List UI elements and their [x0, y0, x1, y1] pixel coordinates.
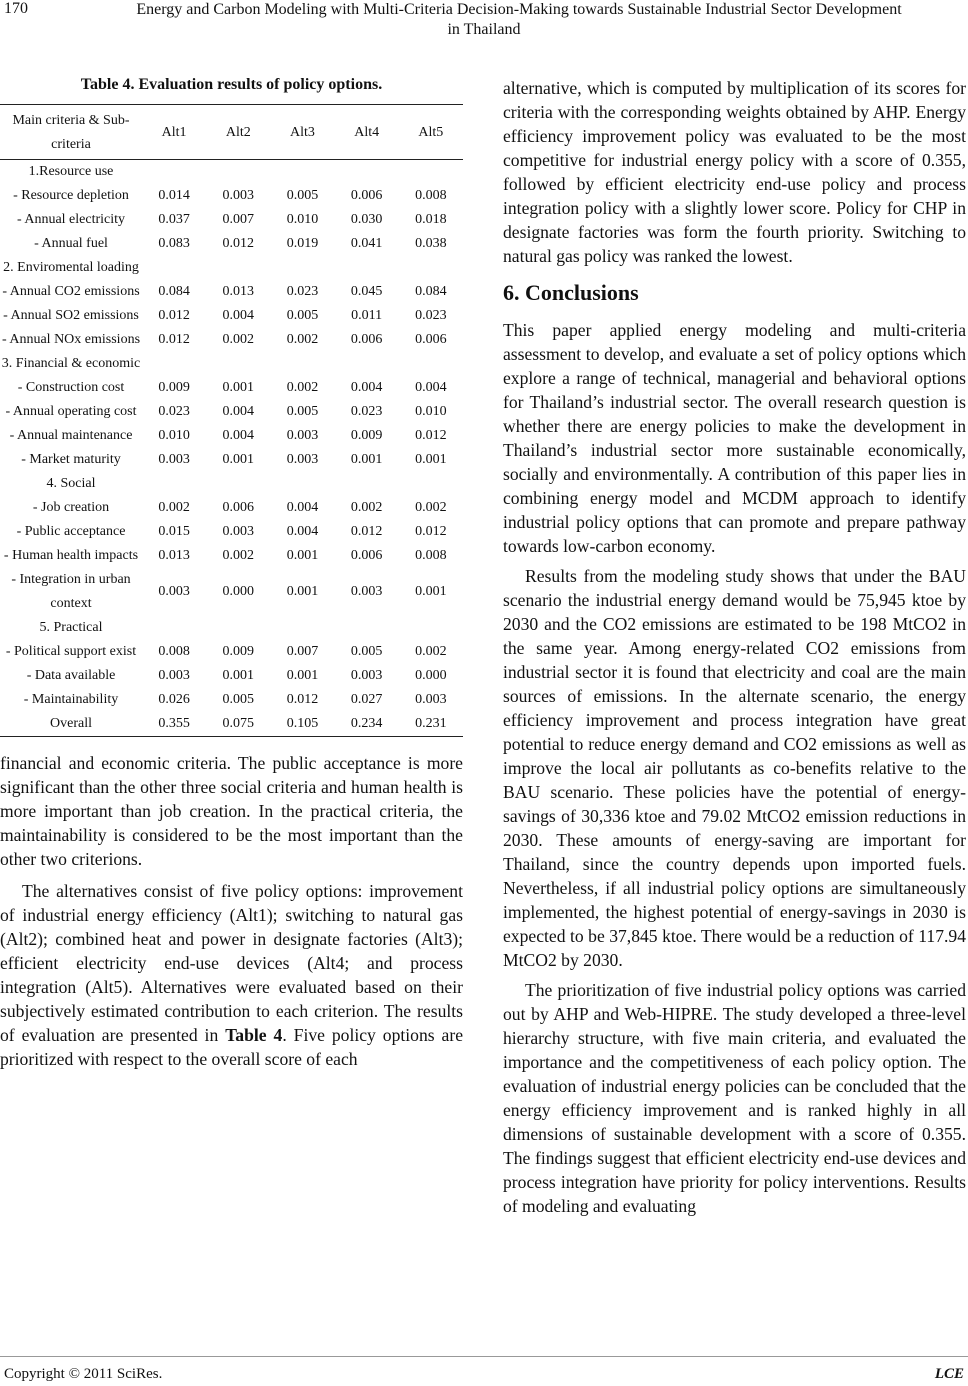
cell-alt4: [335, 616, 399, 640]
row-label: - Annual CO2 emissions: [2, 284, 140, 299]
cell-alt3: 0.105: [270, 712, 334, 737]
cell-alt3: [270, 472, 334, 496]
page-number: 170: [4, 0, 28, 17]
row-label: - Annual maintenance: [9, 428, 133, 443]
cell-alt4: 0.004: [350, 380, 383, 395]
cell-alt3: 0.003: [286, 428, 319, 443]
table-header-row: [0, 105, 463, 160]
cell-alt4: 0.006: [350, 188, 383, 203]
table-row: [0, 376, 463, 400]
cell-alt4: 0.002: [350, 500, 383, 515]
cell-alt1: [142, 472, 206, 496]
cell-alt5: 0.010: [415, 404, 447, 419]
cell-alt5: 0.003: [415, 692, 447, 707]
cell-alt3: [270, 160, 334, 185]
cell-alt2: [206, 256, 270, 280]
cell-alt5: 0.018: [415, 212, 447, 227]
row-label: - Political support exist: [5, 644, 137, 659]
cell-alt1: 0.037: [158, 212, 190, 227]
table-row: [0, 184, 463, 208]
cell-alt4: 0.011: [351, 308, 383, 323]
row-label: 4. Social: [46, 476, 96, 491]
cell-alt2: 0.013: [222, 284, 255, 299]
row-label: - Annual SO2 emissions: [3, 308, 139, 323]
table-row: [0, 352, 463, 376]
right-column: [503, 76, 966, 1218]
cell-alt1: 0.083: [158, 236, 190, 251]
cell-alt4: 0.030: [350, 212, 383, 227]
left-paragraph-2-a: The alternatives consist of five policy options: improvement of industrial energy efficiency (Alt1); switching to natural gas (Alt2); combined heat and power in designate factories (Alt3); efficient electricity end-use devices (Alt4; and process integration (Alt5). Alternatives were evaluated based on their subjectively estimated contribution to each criterion. The results of evaluation are presented in: [0, 881, 463, 1045]
cell-alt2: 0.004: [222, 428, 255, 443]
cell-alt1: 0.026: [158, 692, 190, 707]
cell-alt3: 0.005: [286, 188, 319, 203]
table-row: [0, 496, 463, 520]
table-row: [0, 712, 463, 737]
cell-alt1: 0.008: [158, 644, 190, 659]
cell-alt2: 0.004: [222, 308, 255, 323]
row-label: - Annual NOx emissions: [1, 332, 141, 347]
cell-alt5: 0.002: [415, 500, 447, 515]
cell-alt4: 0.009: [350, 428, 383, 443]
cell-alt1: 0.084: [158, 284, 190, 299]
right-paragraph-1: alternative, which is computed by multiplication of its scores for criteria with the corresponding weights obtained by AHP. Energy efficiency improvement policy was evaluated to be the most competitive for industrial energy policy with a score of 0.355, followed by efficient electricity end-use policy and process integration policy with a slightly lower score. Policy for CHP in designate factories was form the fourth priority. Switching to natural gas policy was ranked the lowest.: [503, 78, 966, 266]
cell-alt1: 0.015: [158, 524, 190, 539]
cell-alt5: 0.008: [415, 548, 447, 563]
cell-alt5: 0.038: [415, 236, 447, 251]
cell-alt2: 0.001: [222, 452, 255, 467]
cell-alt4: [335, 472, 399, 496]
cell-alt3: [270, 352, 334, 376]
row-label: - Job creation: [32, 500, 110, 515]
left-paragraph-2: [0, 879, 463, 1071]
table-caption: Table 4. Evaluation results of policy options.: [80, 76, 383, 93]
cell-alt1: 0.003: [158, 452, 190, 467]
cell-alt3: 0.001: [286, 548, 319, 563]
cell-alt1: 0.013: [158, 548, 190, 563]
row-label: Overall: [0, 712, 142, 737]
cell-alt4: [335, 256, 399, 280]
table-row: [0, 472, 463, 496]
cell-alt1: 0.012: [158, 332, 190, 347]
cell-alt5: 0.004: [415, 380, 447, 395]
cell-alt5: 0.084: [415, 284, 447, 299]
table-row: [0, 256, 463, 280]
cell-alt3: [270, 256, 334, 280]
cell-alt3: 0.002: [286, 332, 319, 347]
cell-alt1: [142, 256, 206, 280]
header-alt3: Alt3: [270, 105, 334, 160]
section-title: 6. Conclusions: [503, 280, 639, 305]
table-row: [0, 688, 463, 712]
table-row: [0, 328, 463, 352]
table-row: [0, 448, 463, 472]
header-criteria: Main criteria & Sub-criteria: [0, 105, 142, 160]
evaluation-table: [0, 104, 463, 737]
cell-alt2: [206, 160, 270, 185]
header-alt1: Alt1: [142, 105, 206, 160]
row-label: - Human health impacts: [3, 548, 139, 563]
cell-alt2: [206, 352, 270, 376]
cell-alt1: 0.002: [158, 500, 190, 515]
row-label: - Data available: [26, 668, 116, 683]
cell-alt2: 0.003: [222, 188, 255, 203]
table-row: [0, 520, 463, 544]
table-row: [0, 616, 463, 640]
right-paragraph-2: This paper applied energy modeling and multi-criteria assessment to develop, and evaluate a set of policy options which explore a range of technical, managerial and behavioral options for Thailand’s industrial sector. The overall research question is whether there are energy policies to make the development in Thailand’s industrial sector more sustainable economically, socially and environmentally. A contribution of this paper lies in combining energy model and MCDM approach to identify industrial policy options that can promote and prepare pathway towards low-carbon economy.: [503, 320, 966, 556]
cell-alt3: 0.004: [286, 500, 319, 515]
cell-alt5: 0.231: [399, 712, 463, 737]
table-row: [0, 208, 463, 232]
cell-alt1: 0.012: [158, 308, 190, 323]
cell-alt3: 0.001: [286, 584, 319, 599]
cell-alt4: [335, 352, 399, 376]
cell-alt5: 0.001: [415, 584, 447, 599]
header-alt2: Alt2: [206, 105, 270, 160]
row-label: 5. Practical: [39, 620, 103, 635]
running-title-line2: in Thailand: [447, 21, 521, 38]
cell-alt4: [335, 160, 399, 185]
cell-alt1: 0.003: [158, 668, 190, 683]
cell-alt2: 0.075: [206, 712, 270, 737]
running-title-line1: Energy and Carbon Modeling with Multi-Criteria Decision-Making towards Sustainable Industrial Sector Development: [136, 1, 902, 18]
cell-alt4: 0.023: [350, 404, 383, 419]
header-alt4: Alt4: [335, 105, 399, 160]
cell-alt2: [206, 472, 270, 496]
cell-alt4: 0.006: [350, 332, 383, 347]
cell-alt3: 0.001: [286, 668, 319, 683]
cell-alt2: 0.012: [222, 236, 255, 251]
left-paragraph-2-b: . Five policy options are prioritized with respect to the overall score of each: [0, 1025, 464, 1069]
cell-alt2: 0.001: [222, 380, 255, 395]
table-row: [0, 544, 463, 568]
cell-alt4: 0.234: [335, 712, 399, 737]
row-label: - Market maturity: [21, 452, 121, 467]
cell-alt1: 0.014: [158, 188, 190, 203]
cell-alt4: 0.041: [350, 236, 383, 251]
cell-alt4: 0.001: [350, 452, 383, 467]
cell-alt2: 0.009: [222, 644, 255, 659]
row-label: - Resource depletion: [13, 188, 129, 203]
header-alt5: Alt5: [399, 105, 463, 160]
footer-rule: [0, 1356, 968, 1357]
cell-alt5: 0.002: [415, 644, 447, 659]
cell-alt5: [399, 160, 463, 185]
table-row: [0, 304, 463, 328]
cell-alt5: [399, 256, 463, 280]
cell-alt4: 0.003: [350, 584, 383, 599]
cell-alt1: 0.010: [158, 428, 190, 443]
right-paragraph-4: The prioritization of five industrial policy options was carried out by AHP and Web-HIPRE. The study developed a three-level hierarchy structure, with five main criteria, and evaluated the importance and the competitiveness of each policy option. The evaluation of industrial energy policies can be concluded that the energy efficiency improvement and is ranked highly in all dimensions of sustainable development with a score of 0.355. The findings suggest that efficient electricity end-use devices and process integration have priority for policy interventions. Results of modeling and evaluating: [503, 980, 966, 1216]
cell-alt2: 0.003: [222, 524, 255, 539]
running-title: [0, 0, 968, 40]
row-label: - Integration in urban context: [11, 572, 131, 611]
table-row: [0, 664, 463, 688]
cell-alt5: 0.000: [415, 668, 447, 683]
cell-alt5: 0.006: [415, 332, 447, 347]
cell-alt3: 0.005: [286, 404, 319, 419]
cell-alt3: 0.010: [286, 212, 319, 227]
row-label: - Annual fuel: [34, 236, 108, 251]
cell-alt5: 0.001: [415, 452, 447, 467]
table-row: [0, 640, 463, 664]
cell-alt2: 0.007: [222, 212, 255, 227]
cell-alt2: 0.004: [222, 404, 255, 419]
cell-alt3: 0.003: [286, 452, 319, 467]
table-row: [0, 424, 463, 448]
cell-alt1: 0.003: [158, 584, 190, 599]
cell-alt4: 0.003: [350, 668, 383, 683]
cell-alt3: 0.005: [286, 308, 319, 323]
left-paragraph-1: financial and economic criteria. The public acceptance is more significant than the other three social criteria and human health is more important than job creation. In the practical criteria, the maintainability is considered to be the most important than the other two criterions.: [0, 753, 463, 869]
table-row: [0, 232, 463, 256]
row-label: - Annual electricity: [16, 212, 126, 227]
cell-alt5: 0.012: [415, 524, 447, 539]
cell-alt1: 0.009: [158, 380, 190, 395]
cell-alt2: 0.005: [222, 692, 255, 707]
row-label: 2. Enviromental loading: [3, 260, 139, 275]
journal-abbrev: LCE: [934, 1366, 964, 1382]
cell-alt2: 0.002: [222, 332, 255, 347]
cell-alt5: [399, 616, 463, 640]
cell-alt2: [206, 616, 270, 640]
cell-alt3: 0.004: [286, 524, 319, 539]
cell-alt4: 0.027: [350, 692, 383, 707]
row-label: - Maintainability: [23, 692, 119, 707]
cell-alt4: 0.006: [350, 548, 383, 563]
cell-alt2: 0.001: [222, 668, 255, 683]
table-row: [0, 568, 463, 616]
row-label: - Construction cost: [17, 380, 125, 395]
cell-alt5: 0.023: [415, 308, 447, 323]
cell-alt4: 0.045: [350, 284, 383, 299]
cell-alt3: [270, 616, 334, 640]
cell-alt5: 0.012: [415, 428, 447, 443]
cell-alt2: 0.006: [222, 500, 255, 515]
cell-alt5: [399, 472, 463, 496]
row-label: - Annual operating cost: [5, 404, 137, 419]
cell-alt5: 0.008: [415, 188, 447, 203]
cell-alt2: 0.002: [222, 548, 255, 563]
cell-alt3: 0.012: [286, 692, 319, 707]
table-row: [0, 280, 463, 304]
row-label: - Public acceptance: [16, 524, 126, 539]
cell-alt1: [142, 352, 206, 376]
left-column: [0, 76, 463, 1071]
cell-alt4: 0.012: [350, 524, 383, 539]
cell-alt3: 0.002: [286, 380, 319, 395]
table-row: [0, 400, 463, 424]
cell-alt1: [142, 616, 206, 640]
table-row: [0, 160, 463, 185]
row-label: 1.Resource use: [28, 164, 114, 179]
cell-alt1: 0.355: [142, 712, 206, 737]
cell-alt4: 0.005: [350, 644, 383, 659]
table-body: [0, 160, 463, 737]
cell-alt1: [142, 160, 206, 185]
cell-alt1: 0.023: [158, 404, 190, 419]
table-reference: Table 4: [225, 1025, 283, 1045]
cell-alt3: 0.019: [286, 236, 319, 251]
row-label: 3. Financial & economic: [1, 356, 141, 371]
cell-alt3: 0.007: [286, 644, 319, 659]
copyright: Copyright © 2011 SciRes.: [4, 1366, 163, 1382]
right-paragraph-3: Results from the modeling study shows that under the BAU scenario the industrial energy demand would be 75,945 ktoe by 2030 and the CO2 emissions are estimated to be 198 MtCO2 in the same year. Among energy-related CO2 emissions from industrial sector it is found that electricity and coal are the main sources of emissions. In the alternate scenario, the energy efficiency improvement and process integration have great potential to reduce energy demand and CO2 emissions as well as improve the local air pollutants as co-benefits relative to the BAU scenario. These policies have the potential of energy-savings of 30,336 ktoe and 79.02 MtCO2 emission reductions in 2030. These amounts of energy-saving are important for Thailand, since the country depends upon imported fuels. Nevertheless, if all industrial policy options are simultaneously implemented, the highest potential of energy-savings in 2030 is expected to be 37,845 ktoe. There would be a reduction of 117.94 MtCO2 by 2030.: [503, 566, 966, 970]
cell-alt3: 0.023: [286, 284, 319, 299]
cell-alt5: [399, 352, 463, 376]
cell-alt2: 0.000: [222, 584, 255, 599]
